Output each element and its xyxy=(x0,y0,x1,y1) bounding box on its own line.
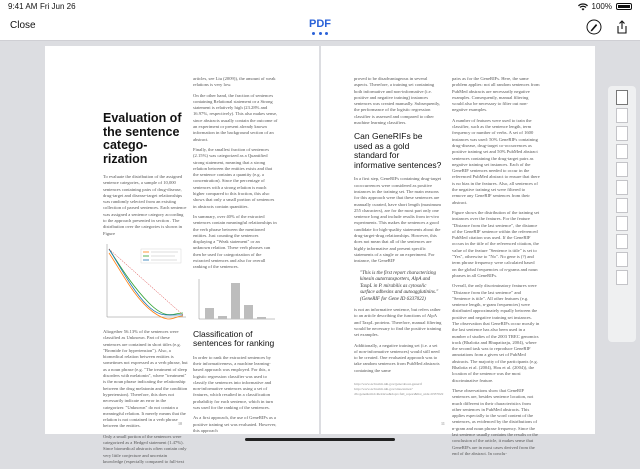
page-thumbnail[interactable] xyxy=(616,198,628,213)
paragraph: In summary, over 40% of the extracted sentences contain meaningful relationships in the verb phrase between the mentioned entities. Just counting the sentences displaying a "Weak statement" or an unknown relation. These verb phrases can then be used for categorization of the extracted sentences and also for overall ranking of the sentences. xyxy=(193,213,277,270)
status-right xyxy=(578,2,632,11)
paragraph: pairs as for the GeneRIFs. Here, the same problem applies: not all random sentences from PubMed abstracts are necessarily negative examples. Consequently, manual filtering would also be necessary to filter out non-negative examples. xyxy=(452,76,540,113)
page-thumbnail[interactable] xyxy=(616,108,628,123)
paragraph: Finally, the smallest fraction of sentences (2.15%) was categorized as a Quantified strong statement, meaning that a strong relation between the entities exists and that the sentence contains a quantity (e.g. a concentration). Since the percentage of sentences with a strong relation is much higher compared to this fraction, this also shows that only a small portion of sentences in abstracts contain quantities. xyxy=(193,146,275,209)
markup-pen-icon[interactable] xyxy=(586,19,602,35)
paragraph: These observations show that GeneRIF sentences are, besides sentence location, not much different in their characteristics from other sentences in PubMed abstracts. This applies especially to the word content of the sentences, as evidenced by the distributions of n-gram and noun phrase frequency. Since the last sentence usually contains the results or the conclusion of the article, it makes sense that GeneRIFs are in most cases derived from the end of the abstract. In conclu- xyxy=(452,387,538,456)
paragraph: On the other hand, the fraction of sentences containing Relational statement or a Strong statement is relatively high (23.28% and 16.97%, respectively). This also makes sense, since abstracts usually contain the outcome of an experiment or present already known information in the background section of an abstract. xyxy=(193,92,278,142)
page-thumbnail[interactable] xyxy=(616,252,628,267)
page-left-column-1 xyxy=(103,112,188,469)
paragraph: As a first approach, the use of GeneRIFs as a positive training set was evaluated. However, this approach xyxy=(193,415,277,433)
paragraph: Only a small portion of the sentences were categorized as a Hedged statement (1.47%). Since biomedical abstracts often contain only very little conjecture and uncertain knowledge (especially compared to full-text xyxy=(103,433,187,464)
page-thumbnail[interactable] xyxy=(616,270,628,285)
section-heading: Can GeneRIFs be used as a gold standard for informative sentences? xyxy=(354,131,442,170)
pdf-page-right[interactable] xyxy=(321,46,595,456)
paragraph: proved to be disadvantageous in several aspects. Therefore, a training set containing both informative and non-informative (i.e. positive and negative training) instances sentences was created manually. Subsequently, the performance of the logistic regression classifier is assessed and compared to other machine learning classifiers. xyxy=(354,76,441,126)
paragraph: articles, see Liu (2009)), the amount of weak relations is very low. xyxy=(193,76,276,88)
paragraph: is not an informative sentence, but refers rather to an article describing the functions of AlpA and TaxpL proteins. Therefore, manual filtering would be necessary to find the positive training set examples. xyxy=(354,307,442,338)
thumbnail-sidebar[interactable] xyxy=(608,86,636,342)
page-left-column-2 xyxy=(193,76,278,438)
generif-quote: "This is the first report characterizing kinesin autotransporters, AlpA and TaxpL in P. mirabilis as cytosolic surface adhesins and autoagglutinins." (GeneRIF for Gene ID 6337022) xyxy=(360,270,439,302)
sentence-category-chart xyxy=(103,241,188,323)
title-menu-indicator[interactable] xyxy=(312,32,328,35)
close-button[interactable]: Close xyxy=(10,20,36,31)
status-time: 9:41 AM xyxy=(8,2,38,11)
paragraph: To evaluate the distribution of the assigned sentence categories, a sample of 10,000 sentences containing pairs of drug-disease, drug-target and disease-target relationships was randomly selected from an existing collection of parsed sentences. Each sentence was assigned a sentence category according to the approach presented in section . The distribution over the categories is shown in Figure xyxy=(103,174,187,236)
nav-bar xyxy=(0,13,640,41)
paragraph: A number of features were used to train the classifier, such as the sentence length, term frequency or number of verbs. A set of 1600 instances was used: 50% GeneRIFs containing drug-disease, drug-target co-occurrences as positive training set and 50% PubMed abstract sentences containing the drug-target pairs as negative training set instances. Each of the GeneRIF sentences needed to occur in the referenced PubMed abstract to ensure that there is no bias in the features. Also, all sentences of the negative training set were filtered to remove any GeneRIF sentences from their abstract. xyxy=(452,117,540,205)
wifi-icon xyxy=(578,3,588,11)
page-right-column-2 xyxy=(452,76,540,461)
paragraph: Altogether 56.13% of the sentences were classified as Unknown. Part of these sentences are contained in short titles (e.g. "Bromide for hypertension"). Also, a biomedical relation between entities is sometimes not expressed as a verb phrase, but as a noun phrase (e.g. "The treatment of sleep disorders with melatonin", where "treatment" is the noun phrase indicating the relationship between the drug melatonin and the condition hypertension). Therefore, this does not necessarily indicate an error in the categorizer. "Unknown" do not contain a meaningful relation. It merely means that the relation is not contained in a verb phrase between the entities. xyxy=(103,328,188,429)
page-thumbnail[interactable] xyxy=(616,180,628,195)
pdf-page-left[interactable] xyxy=(45,46,319,464)
paragraph: Additionally, a negative training set (i.e. a set of non-informative sentences) would still need to be created. One evaluated approach was to take random sentences from PubMed abstracts containing the same xyxy=(354,342,440,373)
status-date: Fri Jun 26 xyxy=(40,2,76,11)
document-title: PDF xyxy=(309,18,331,30)
page-number: 10 xyxy=(178,421,182,426)
battery-icon xyxy=(616,3,632,10)
status-bar xyxy=(0,0,640,13)
page-thumbnail[interactable] xyxy=(616,126,628,141)
footnote[interactable]: http://www.ncbi.nlm.nih.gov/sites/entrez?db=gene&cmd=Retrieve&dopt=full_report&list_uids=6337022 xyxy=(354,387,444,396)
page-thumbnail[interactable] xyxy=(616,234,628,249)
section-heading: Evaluation of the sentence catego-rization xyxy=(103,111,182,166)
page-thumbnail[interactable] xyxy=(616,144,628,159)
category-distribution-chart xyxy=(193,275,278,325)
section-heading: Classification of sentences for ranking xyxy=(193,328,275,349)
share-icon[interactable] xyxy=(614,19,630,35)
page-thumbnail[interactable] xyxy=(616,216,628,231)
footnote[interactable]: http://www.ncbi.nlm.nih.gov/gene/about-generif xyxy=(354,382,422,386)
page-right-column-1 xyxy=(354,76,442,397)
page-thumbnail[interactable] xyxy=(616,90,628,105)
page-number: 11 xyxy=(441,421,445,426)
page-thumbnail[interactable] xyxy=(616,162,628,177)
paragraph: In a first step, GeneRIFs containing drug-target cooccurrences were considered as positive instances in the training set. The main reasons for this approach were that these sentences are manually curated, have short length (maximum 255 characters), are for the most part only one sentence long and include results from in-vivo experiments. This makes the sentences a good candidate for high-quality statements about the drug-target-drug relationships. However, this does not mean that all of the sentences are highly informative and present specific statements of a single or an experiment. For instance, the GeneRIF xyxy=(354,176,442,264)
home-indicator[interactable] xyxy=(245,438,395,441)
paragraph: Overall, the only discriminatory features were "Distance from the last sentence" and "Sentence is title". All other features (e.g. sentence length, n-gram frequencies) were distributed approximately equally between the positive and negative training set instances. The observation that GeneRIFs occur mostly in the last sentence has also been used in a number of studies of the 2003 TREC genomics track (Bhalotia and Bhupatiraju, 2004), where the second task was to reproduce GeneRIF annotations from a given set of PubMed abstracts. The majority of the participants (e.g. Bhalotia et al. (2004), Hou et al. (2004)), the location of the sentence was the most discriminative feature. xyxy=(452,283,540,383)
battery-percent: 100% xyxy=(591,2,612,11)
paragraph: In order to rank the extracted sentences by their informativeness, a machine learning-based approach was employed. For this, a logistic regression classifier was used to classify the sentences into informative and non-informative sentences using a set of features, which resulted in a classification probability for each sentence, which in turn was used for the ranking of the sentences. xyxy=(193,354,273,410)
paragraph: Figure shows the distribution of the training set instances over the features. For the feature "Distance from the last sentence", the distance of the GeneRIF sentence within the referenced PubMed citation was used. If the GeneRIF occurs in the title of the referenced citation, the value of the feature "Sentence is title" is set to "Yes", otherwise to "No". No gene is (?) and term phrase frequency were calculated based on the global frequencies of n-grams and noun phrases in all GeneRIFs. xyxy=(452,209,540,278)
